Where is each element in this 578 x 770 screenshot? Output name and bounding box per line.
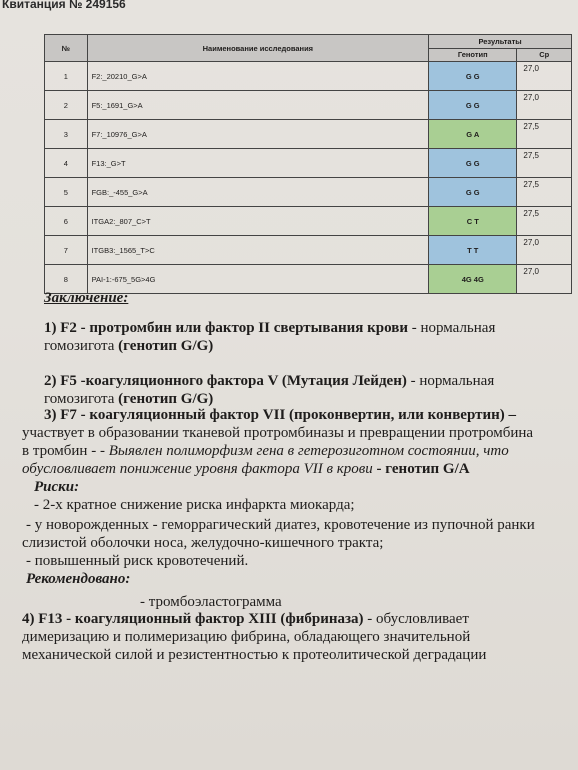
conclusion-heading: Заключение: bbox=[44, 290, 129, 306]
paragraph-2-line-1 bbox=[44, 373, 494, 390]
table-row bbox=[45, 236, 572, 265]
row-number: 2 bbox=[45, 91, 88, 120]
recommendation-item: - тромбоэластограмма bbox=[140, 594, 282, 610]
row-number: 7 bbox=[45, 236, 88, 265]
risk-item-2-line-1: - у новорожденных - геморрагический диатез, кровотечение из пупочной ранки bbox=[26, 517, 535, 533]
p3-line3-plain: в тромбин - bbox=[22, 443, 100, 459]
p2-line2-plain: гомозигота bbox=[44, 391, 119, 407]
table-row bbox=[45, 62, 572, 91]
table-row bbox=[45, 120, 572, 149]
table-row bbox=[45, 91, 572, 120]
paragraph-3-line-3 bbox=[22, 443, 509, 460]
p1-bold: 1) F2 - протромбин или фактор II свертывания крови bbox=[44, 320, 408, 336]
table-body bbox=[45, 62, 572, 294]
table-row bbox=[45, 178, 572, 207]
genotype-cell: C T bbox=[429, 207, 517, 236]
test-name: PAI-1:-675_5G>4G bbox=[87, 265, 429, 294]
genotype-cell: G G bbox=[429, 149, 517, 178]
cp-value: 27,0 bbox=[517, 91, 572, 120]
genotype-cell: G G bbox=[429, 178, 517, 207]
p1-line2-bold: (генотип G/G) bbox=[118, 338, 214, 354]
risks-heading: Риски: bbox=[34, 479, 80, 495]
p3-line4-bold: - генотип G/A bbox=[372, 461, 470, 477]
test-name: FGB:_-455_G>A bbox=[87, 178, 429, 207]
genotype-cell: G A bbox=[429, 120, 517, 149]
p1-rest: - нормальная bbox=[407, 320, 496, 336]
receipt-number: Квитанция № 249156 bbox=[2, 0, 126, 11]
paragraph-2-line-2 bbox=[44, 391, 213, 408]
test-name: F7:_10976_G>A bbox=[87, 120, 429, 149]
p2-rest: - нормальная bbox=[406, 373, 495, 389]
cp-value: 27,0 bbox=[517, 62, 572, 91]
paragraph-3-line-4 bbox=[22, 461, 470, 478]
genotype-cell: G G bbox=[429, 62, 517, 91]
cp-value: 27,0 bbox=[517, 265, 572, 294]
header-genotype: Генотип bbox=[429, 48, 517, 62]
paragraph-3-line-1: 3) F7 - коагуляционный фактор VII (проконвертин, или конвертин) – bbox=[44, 407, 516, 423]
results-table bbox=[44, 34, 572, 294]
p3-line3-italic: - Выявлен полиморфизм гена в гетерозиготном состоянии, что bbox=[99, 443, 509, 459]
cp-value: 27,0 bbox=[517, 236, 572, 265]
header-results: Результаты bbox=[429, 35, 572, 49]
test-name: ITGB3:_1565_T>C bbox=[87, 236, 429, 265]
row-number: 3 bbox=[45, 120, 88, 149]
p4-bold: 4) F13 - коагуляционный фактор XIII (фибриназа) bbox=[22, 611, 364, 627]
paragraph-3-line-2: участвует в образовании тканевой протромбиназы и превращении протромбина bbox=[22, 425, 534, 441]
row-number: 8 bbox=[45, 265, 88, 294]
paragraph-1-line-2 bbox=[44, 338, 213, 355]
paragraph-4-line-2: димеризацию и полимеризацию фибрина, обладающего значительной bbox=[22, 629, 471, 645]
cp-value: 27,5 bbox=[517, 178, 572, 207]
risk-item-2-line-2: слизистой оболочки носа, желудочно-кишечного тракта; bbox=[22, 535, 384, 551]
row-number: 6 bbox=[45, 207, 88, 236]
header-num: № bbox=[45, 35, 88, 62]
paragraph-1-line-1 bbox=[44, 320, 495, 337]
p2-line2-bold: (генотип G/G) bbox=[118, 391, 214, 407]
paragraph-4-line-3: механической силой и резистентностью к протеолитической деградации bbox=[22, 647, 487, 663]
header-name: Наименование исследования bbox=[87, 35, 429, 62]
genotype-cell: G G bbox=[429, 91, 517, 120]
p4-rest: - обусловливает bbox=[363, 611, 469, 627]
cp-value: 27,5 bbox=[517, 120, 572, 149]
p3-line4-italic: обусловливает понижение уровня фактора VII в крови bbox=[22, 461, 373, 477]
genotype-cell: 4G 4G bbox=[429, 265, 517, 294]
table-row bbox=[45, 207, 572, 236]
row-number: 5 bbox=[45, 178, 88, 207]
header-cp: Cp bbox=[517, 48, 572, 62]
table-row bbox=[45, 149, 572, 178]
test-name: F13:_G>T bbox=[87, 149, 429, 178]
row-number: 4 bbox=[45, 149, 88, 178]
risk-item-3: - повышенный риск кровотечений. bbox=[26, 553, 249, 569]
test-name: F5:_1691_G>A bbox=[87, 91, 429, 120]
cp-value: 27,5 bbox=[517, 149, 572, 178]
table-header-row bbox=[45, 35, 572, 49]
paragraph-4-line-1 bbox=[22, 611, 469, 628]
genotype-cell: T T bbox=[429, 236, 517, 265]
test-name: F2:_20210_G>A bbox=[87, 62, 429, 91]
recommended-heading: Рекомендовано: bbox=[26, 571, 131, 587]
row-number: 1 bbox=[45, 62, 88, 91]
test-name: ITGA2:_807_C>T bbox=[87, 207, 429, 236]
p1-line2-plain: гомозигота bbox=[44, 338, 119, 354]
cp-value: 27,5 bbox=[517, 207, 572, 236]
p2-bold: 2) F5 -коагуляционного фактора V (Мутация Лейден) bbox=[44, 373, 407, 389]
risk-item-1: - 2-х кратное снижение риска инфаркта миокарда; bbox=[34, 497, 355, 513]
